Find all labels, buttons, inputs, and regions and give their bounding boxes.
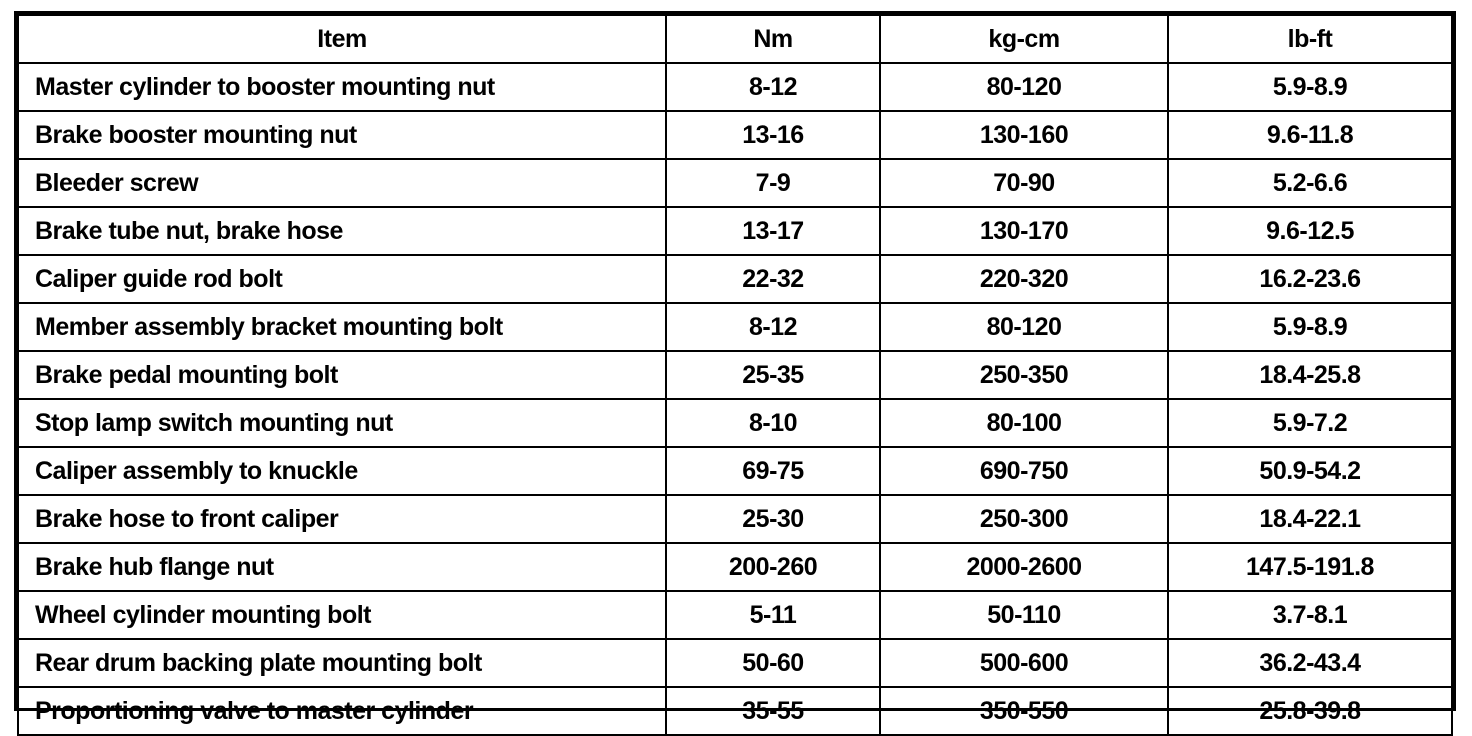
cell-item: Brake booster mounting nut <box>18 111 666 159</box>
cell-item: Member assembly bracket mounting bolt <box>18 303 666 351</box>
cell-item: Master cylinder to booster mounting nut <box>18 63 666 111</box>
cell-nm: 25-30 <box>666 495 880 543</box>
table-row <box>18 255 1452 303</box>
cell-nm: 8-10 <box>666 399 880 447</box>
cell-lb-ft: 5.2-6.6 <box>1168 159 1452 207</box>
cell-lb-ft: 5.9-7.2 <box>1168 399 1452 447</box>
table-row <box>18 447 1452 495</box>
cell-nm: 5-11 <box>666 591 880 639</box>
cell-lb-ft: 9.6-11.8 <box>1168 111 1452 159</box>
cell-kg-cm: 250-300 <box>880 495 1168 543</box>
cell-nm: 35-55 <box>666 687 880 735</box>
cell-kg-cm: 350-550 <box>880 687 1168 735</box>
cell-kg-cm: 80-100 <box>880 399 1168 447</box>
cell-lb-ft: 5.9-8.9 <box>1168 303 1452 351</box>
cell-nm: 8-12 <box>666 63 880 111</box>
cell-lb-ft: 9.6-12.5 <box>1168 207 1452 255</box>
table-row <box>18 159 1452 207</box>
table-row <box>18 351 1452 399</box>
cell-item: Brake tube nut, brake hose <box>18 207 666 255</box>
torque-spec-table-frame <box>14 11 1456 725</box>
header-nm: Nm <box>666 15 880 63</box>
table-header-row <box>18 15 1452 63</box>
cell-lb-ft: 16.2-23.6 <box>1168 255 1452 303</box>
header-lb-ft: lb-ft <box>1168 15 1452 63</box>
cell-lb-ft: 18.4-22.1 <box>1168 495 1452 543</box>
cell-kg-cm: 80-120 <box>880 63 1168 111</box>
cell-nm: 13-17 <box>666 207 880 255</box>
cell-lb-ft: 36.2-43.4 <box>1168 639 1452 687</box>
cell-nm: 50-60 <box>666 639 880 687</box>
cell-kg-cm: 130-160 <box>880 111 1168 159</box>
table-row <box>18 543 1452 591</box>
cell-item: Wheel cylinder mounting bolt <box>18 591 666 639</box>
cell-nm: 8-12 <box>666 303 880 351</box>
cell-item: Brake pedal mounting bolt <box>18 351 666 399</box>
table-row <box>18 303 1452 351</box>
cell-item: Brake hose to front caliper <box>18 495 666 543</box>
header-kg-cm: kg-cm <box>880 15 1168 63</box>
table-row <box>18 399 1452 447</box>
cell-lb-ft: 147.5-191.8 <box>1168 543 1452 591</box>
cell-kg-cm: 500-600 <box>880 639 1168 687</box>
cell-kg-cm: 70-90 <box>880 159 1168 207</box>
cell-lb-ft: 25.8-39.8 <box>1168 687 1452 735</box>
cell-nm: 25-35 <box>666 351 880 399</box>
table-row <box>18 495 1452 543</box>
torque-spec-table <box>17 14 1453 736</box>
table-row <box>18 111 1452 159</box>
cell-kg-cm: 2000-2600 <box>880 543 1168 591</box>
cell-item: Rear drum backing plate mounting bolt <box>18 639 666 687</box>
cell-item: Stop lamp switch mounting nut <box>18 399 666 447</box>
cell-item: Proportioning valve to master cylinder <box>18 687 666 735</box>
table-row <box>18 639 1452 687</box>
cell-lb-ft: 5.9-8.9 <box>1168 63 1452 111</box>
cell-kg-cm: 130-170 <box>880 207 1168 255</box>
cell-lb-ft: 3.7-8.1 <box>1168 591 1452 639</box>
cell-lb-ft: 50.9-54.2 <box>1168 447 1452 495</box>
cell-nm: 69-75 <box>666 447 880 495</box>
cell-item: Caliper guide rod bolt <box>18 255 666 303</box>
header-item: Item <box>18 15 666 63</box>
cell-nm: 7-9 <box>666 159 880 207</box>
cell-kg-cm: 220-320 <box>880 255 1168 303</box>
table-row <box>18 63 1452 111</box>
cell-lb-ft: 18.4-25.8 <box>1168 351 1452 399</box>
cell-kg-cm: 80-120 <box>880 303 1168 351</box>
cell-item: Bleeder screw <box>18 159 666 207</box>
table-row <box>18 591 1452 639</box>
cell-kg-cm: 50-110 <box>880 591 1168 639</box>
cell-item: Brake hub flange nut <box>18 543 666 591</box>
table-row <box>18 207 1452 255</box>
cell-kg-cm: 250-350 <box>880 351 1168 399</box>
cell-item: Caliper assembly to knuckle <box>18 447 666 495</box>
cell-nm: 200-260 <box>666 543 880 591</box>
cell-nm: 13-16 <box>666 111 880 159</box>
cell-nm: 22-32 <box>666 255 880 303</box>
cell-kg-cm: 690-750 <box>880 447 1168 495</box>
